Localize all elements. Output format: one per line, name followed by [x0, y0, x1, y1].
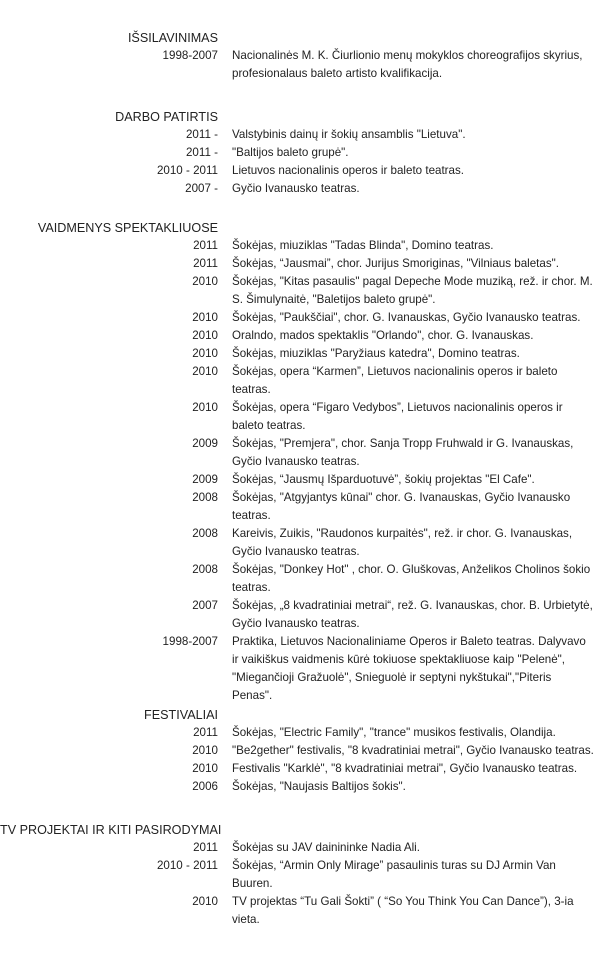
entry-text: Šokėjas, "Donkey Hot" , chor. O. Gluškovas, Anželikos Cholinos šokio teatras. — [232, 563, 591, 594]
entry-year: 1998-2007 — [162, 635, 218, 648]
entry-text: Šokėjas, "Naujasis Baltijos šokis". — [232, 780, 406, 793]
list-item — [0, 633, 610, 705]
entry-text: Gyčio Ivanausko teatras. — [232, 182, 360, 195]
list-item — [0, 597, 610, 633]
entry-year: 2010 - 2011 — [156, 859, 218, 872]
list-item — [0, 345, 610, 363]
list-item — [0, 162, 610, 180]
list-item — [0, 839, 610, 857]
entry-text: Šokėjas, "Paukščiai", chor. G. Ivanauskas, Gyčio Ivanausko teatras. — [232, 311, 581, 324]
entry-text: Šokėjas, "Premjera", chor. Sanja Tropp Fruhwald ir G. Ivanauskas, Gyčio Ivanausko teatras. — [232, 437, 574, 468]
roles-list — [0, 237, 610, 705]
entry-text: Šokėjas, opera “Karmen”, Lietuvos nacionalinis operos ir baleto teatras. — [232, 365, 558, 396]
entry-year: 2010 — [192, 762, 218, 775]
section-title-festivals: FESTIVALIAI — [144, 708, 218, 722]
list-item — [0, 760, 610, 778]
section-title-education: IŠSILAVINIMAS — [127, 31, 218, 45]
list-item — [0, 237, 610, 255]
entry-text: Šokėjas, “Jausmai”, chor. Jurijus Smoriginas, "Vilniaus baletas". — [232, 257, 559, 270]
list-item — [0, 327, 610, 345]
section-title-roles: VAIDMENYS SPEKTAKLIUOSE — [37, 221, 218, 235]
entry-year: 2010 — [192, 744, 218, 757]
entry-year: 2011 — [193, 841, 218, 854]
entry-text: Šokėjas, opera “Figaro Vedybos”, Lietuvos nacionalinis operos ir baleto teatras. — [232, 401, 563, 432]
entry-text: Valstybinis dainų ir šokių ansamblis "Lietuva". — [232, 128, 466, 141]
entry-year: 2011 — [193, 239, 218, 252]
entry-text: Festivalis "Karklė", "8 kvadratiniai metrai", Gyčio Ivanausko teatras. — [232, 762, 578, 775]
entry-year: 2011 — [193, 726, 218, 739]
entry-year: 2010 — [192, 347, 218, 360]
list-item — [0, 47, 610, 83]
entry-text: Praktika, Lietuvos Nacionaliniame Operos ir Baleto teatras. Dalyvavo ir vaikiškus vaidmenis kūrė tokiuose spektakliuose kaip "Pelenė", "Miegančioji Gražuolė", Snieguolė ir septyni nykštukai","Piteris Penas". — [232, 635, 586, 702]
education-list — [0, 47, 610, 83]
list-item — [0, 778, 610, 796]
entry-year: 2009 — [192, 437, 218, 450]
entry-year: 1998-2007 — [162, 49, 218, 62]
list-item — [0, 893, 610, 929]
list-item — [0, 399, 610, 435]
entry-text: Nacionalinės M. K. Čiurlionio menų mokyklos choreografijos skyrius, profesionalaus baleto artisto kvalifikacija. — [232, 49, 583, 80]
entry-text: "Be2gether" festivalis, "8 kvadratiniai metrai", Gyčio Ivanausko teatras. — [232, 744, 594, 757]
list-item — [0, 561, 610, 597]
entry-year: 2007 — [192, 599, 218, 612]
entry-text: Šokėjas, "Atgyjantys kūnai" chor. G. Ivanauskas, Gyčio Ivanausko teatras. — [232, 491, 571, 522]
list-item — [0, 525, 610, 561]
entry-year: 2011 - — [185, 128, 218, 141]
entry-text: Šokėjas, “Armin Only Mirage” pasaulinis turas su DJ Armin Van Buuren. — [232, 859, 556, 890]
entry-year: 2010 - 2011 — [156, 164, 218, 177]
list-item — [0, 126, 610, 144]
entry-text: "Baltijos baleto grupė". — [232, 146, 349, 159]
list-item — [0, 363, 610, 399]
entry-year: 2006 — [192, 780, 218, 793]
entry-text: Šokėjas su JAV dainininke Nadia Ali. — [232, 841, 420, 854]
entry-year: 2010 — [192, 311, 218, 324]
entry-text: Šokėjas, "Kitas pasaulis" pagal Depeche Mode muziką, rež. ir chor. M. S. Šimulynaitė, "Baletijos baleto grupė". — [232, 275, 593, 306]
entry-text: Kareivis, Zuikis, "Raudonos kurpaitės", rež. ir chor. G. Ivanauskas, Gyčio Ivanausko teatras. — [232, 527, 573, 558]
entry-year: 2007 - — [185, 182, 218, 195]
entry-year: 2010 — [192, 895, 218, 908]
list-item — [0, 471, 610, 489]
festivals-list — [0, 724, 610, 796]
entry-year: 2010 — [192, 365, 218, 378]
entry-text: Šokėjas, "Electric Family", "trance" musikos festivalis, Olandija. — [232, 726, 556, 739]
list-item — [0, 742, 610, 760]
entry-year: 2008 — [192, 491, 218, 504]
list-item — [0, 273, 610, 309]
list-item — [0, 144, 610, 162]
tv-projects-list — [0, 839, 610, 929]
section-title-tv-projects: TV PROJEKTAI IR KITI PASIRODYMAI — [0, 823, 222, 837]
entry-year: 2010 — [192, 401, 218, 414]
work-experience-list — [0, 126, 610, 198]
resume-page — [0, 30, 610, 929]
entry-year: 2008 — [192, 563, 218, 576]
entry-year: 2011 — [193, 257, 218, 270]
entry-text: Šokėjas, miuziklas "Paryžiaus katedra", Domino teatras. — [232, 347, 520, 360]
entry-text: Šokėjas, „8 kvadratiniai metrai“, rež. G. Ivanauskas, chor. B. Urbietytė, Gyčio Ivanausko teatras. — [232, 599, 593, 630]
entry-text: TV projektas “Tu Gali Šokti” ( “So You Think You Can Dance”), 3-ia vieta. — [232, 895, 574, 926]
entry-year: 2010 — [192, 329, 218, 342]
list-item — [0, 180, 610, 198]
entry-text: Šokėjas, “Jausmų Išparduotuvė”, šokių projektas "El Cafe". — [232, 473, 535, 486]
list-item — [0, 724, 610, 742]
entry-year: 2008 — [192, 527, 218, 540]
list-item — [0, 309, 610, 327]
entry-year: 2009 — [192, 473, 218, 486]
entry-year: 2011 - — [185, 146, 218, 159]
entry-text: Šokėjas, miuziklas "Tadas Blinda", Domino teatras. — [232, 239, 494, 252]
list-item — [0, 857, 610, 893]
entry-year: 2010 — [192, 275, 218, 288]
section-title-work-experience: DARBO PATIRTIS — [115, 110, 218, 124]
entry-text: Lietuvos nacionalinis operos ir baleto teatras. — [232, 164, 465, 177]
list-item — [0, 489, 610, 525]
list-item — [0, 435, 610, 471]
list-item — [0, 255, 610, 273]
entry-text: Oralndo, mados spektaklis "Orlando", chor. G. Ivanauskas. — [232, 329, 534, 342]
